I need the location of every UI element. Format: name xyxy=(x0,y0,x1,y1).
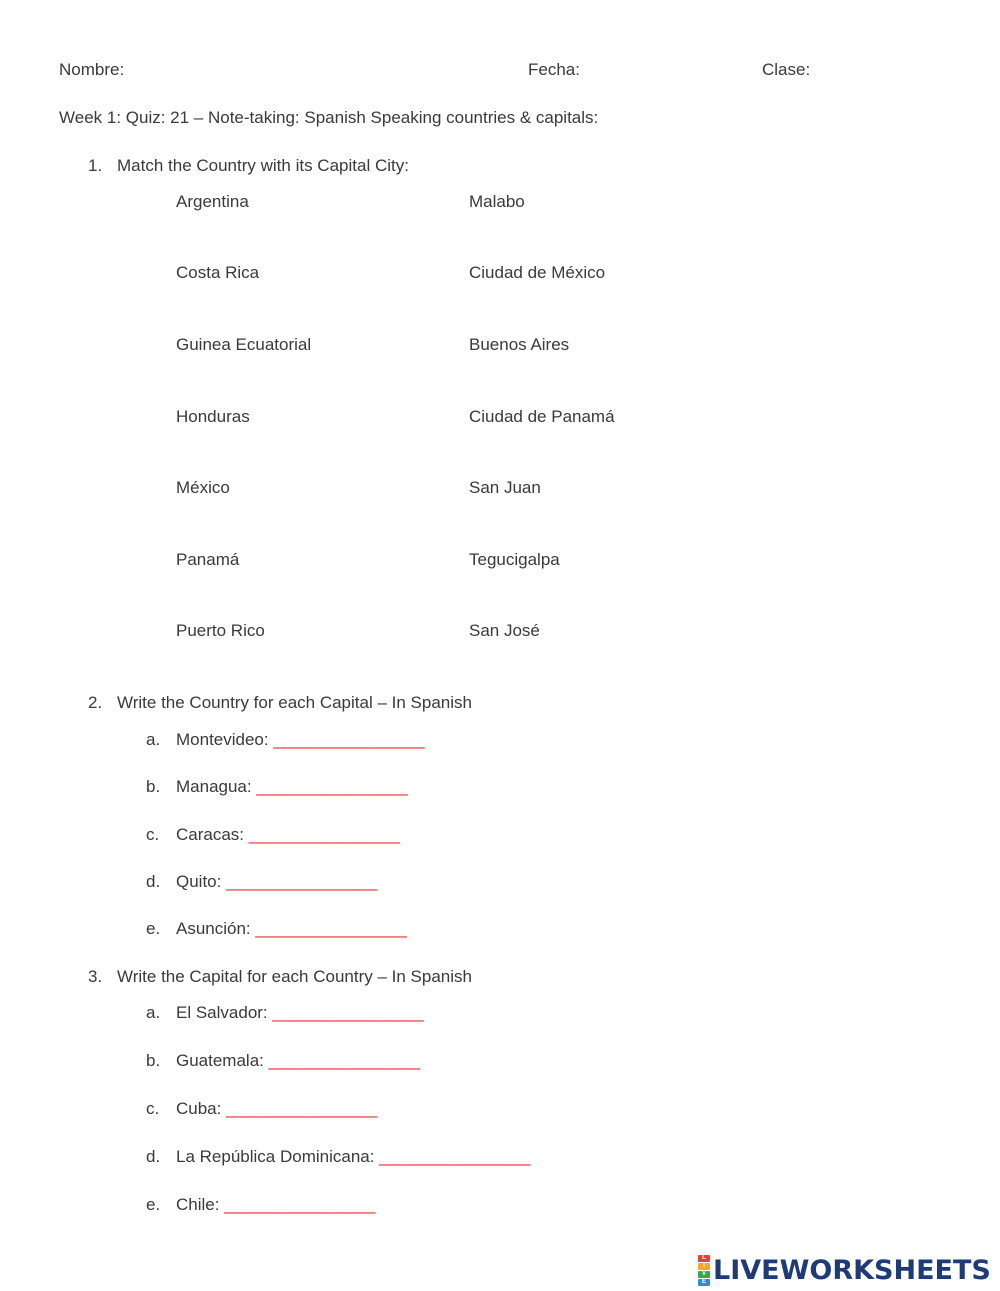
q3-item-label: Chile: xyxy=(176,1195,220,1214)
q2-number: 2. xyxy=(88,693,103,712)
answer-blank[interactable]: ________________ xyxy=(226,872,378,891)
q2-item-label: Managua: xyxy=(176,777,252,796)
answer-blank[interactable]: ________________ xyxy=(273,730,425,749)
q3-item-label: La República Dominicana: xyxy=(176,1147,375,1166)
q3-number: 3. xyxy=(88,967,103,986)
country-item[interactable]: Honduras xyxy=(176,407,250,426)
q3-item-label: Guatemala: xyxy=(176,1051,264,1070)
q2-item-label: Asunción: xyxy=(176,919,251,938)
q2-item xyxy=(176,730,425,750)
q2-item xyxy=(176,872,377,892)
worksheet-title: Week 1: Quiz: 21 – Note-taking: Spanish Speaking countries & capitals: xyxy=(59,108,599,127)
country-item[interactable]: Puerto Rico xyxy=(176,621,265,640)
answer-blank[interactable]: ________________ xyxy=(224,1195,376,1214)
logo-text: LIVEWORKSHEETS xyxy=(713,1254,991,1286)
capital-item[interactable]: Buenos Aires xyxy=(469,335,570,354)
answer-blank[interactable]: ________________ xyxy=(379,1147,531,1166)
capital-item[interactable]: Malabo xyxy=(469,192,525,211)
q2-item-letter: b. xyxy=(146,777,161,796)
q3-item xyxy=(176,1099,377,1119)
country-item[interactable]: Costa Rica xyxy=(176,263,260,282)
q3-item xyxy=(176,1195,375,1215)
answer-blank[interactable]: ________________ xyxy=(256,777,408,796)
logo-tile: L xyxy=(698,1255,710,1262)
answer-blank[interactable]: ________________ xyxy=(255,919,407,938)
q3-item-letter: b. xyxy=(146,1051,161,1070)
q3-item-letter: e. xyxy=(146,1195,161,1214)
q2-item-label: Caracas: xyxy=(176,825,245,844)
logo-tile: E xyxy=(698,1279,710,1286)
q3-item-label: El Salvador: xyxy=(176,1003,268,1022)
country-item[interactable]: Argentina xyxy=(176,192,249,211)
q2-item xyxy=(176,825,400,845)
q3-item-letter: a. xyxy=(146,1003,161,1022)
capital-item[interactable]: San José xyxy=(469,621,540,640)
class-label: Clase: xyxy=(762,60,811,79)
capital-item[interactable]: Ciudad de México xyxy=(469,263,606,282)
logo-tile: V xyxy=(698,1271,710,1278)
q3-prompt: Write the Capital for each Country – In Spanish xyxy=(117,967,472,986)
country-item[interactable]: Guinea Ecuatorial xyxy=(176,335,312,354)
answer-blank[interactable]: ________________ xyxy=(268,1051,420,1070)
capital-item[interactable]: Tegucigalpa xyxy=(469,550,560,569)
answer-blank[interactable]: ________________ xyxy=(226,1099,378,1118)
date-label: Fecha: xyxy=(528,60,580,79)
capital-item[interactable]: San Juan xyxy=(469,478,541,497)
q1-number: 1. xyxy=(88,156,103,175)
q2-prompt: Write the Country for each Capital – In Spanish xyxy=(117,693,472,712)
q2-item-label: Quito: xyxy=(176,872,222,891)
q3-item-letter: c. xyxy=(146,1099,160,1118)
q2-item-label: Montevideo: xyxy=(176,730,269,749)
q2-item xyxy=(176,777,408,797)
q2-item-letter: e. xyxy=(146,919,161,938)
q2-item-letter: d. xyxy=(146,872,161,891)
logo-tile: I xyxy=(698,1263,710,1270)
q3-item xyxy=(176,1147,530,1167)
q3-item xyxy=(176,1003,424,1023)
name-label: Nombre: xyxy=(59,60,125,79)
q2-item-letter: c. xyxy=(146,825,160,844)
answer-blank[interactable]: ________________ xyxy=(248,825,401,844)
q3-item xyxy=(176,1051,420,1071)
q2-item xyxy=(176,919,407,939)
q3-item-letter: d. xyxy=(146,1147,161,1166)
answer-blank[interactable]: ________________ xyxy=(272,1003,424,1022)
q1-prompt: Match the Country with its Capital City: xyxy=(117,156,409,175)
logo-tiles-icon xyxy=(698,1255,710,1286)
q3-item-label: Cuba: xyxy=(176,1099,222,1118)
q2-item-letter: a. xyxy=(146,730,161,749)
capital-item[interactable]: Ciudad de Panamá xyxy=(469,407,615,426)
liveworksheets-logo xyxy=(698,1254,991,1286)
country-item[interactable]: Panamá xyxy=(176,550,240,569)
country-item[interactable]: México xyxy=(176,478,230,497)
